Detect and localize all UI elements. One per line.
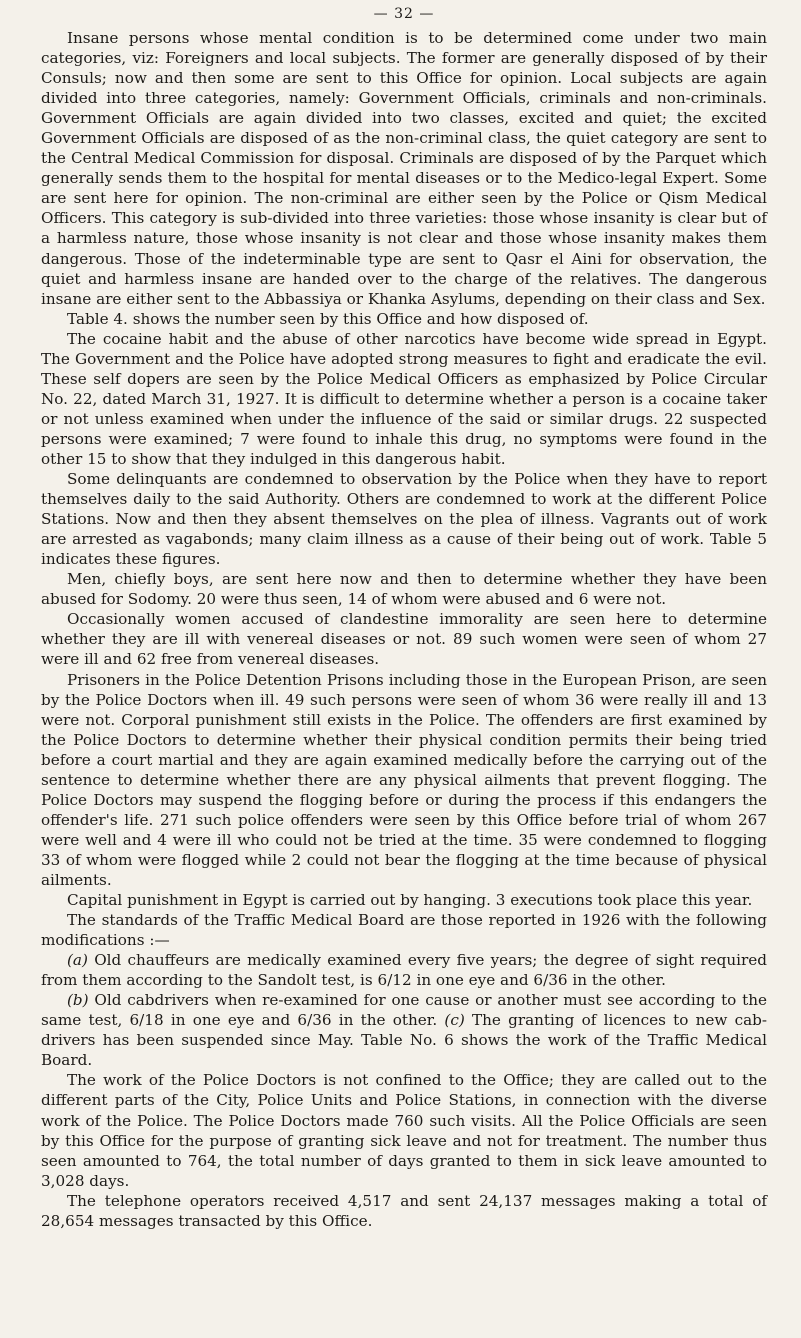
modification-a-label: (a) [67, 951, 88, 970]
paragraph-traffic-standards: The standards of the Traffic Medical Board are those reported in 1926 with the following modifications :— [41, 911, 767, 950]
modification-c-label: (c) [444, 1011, 465, 1030]
modification-b-text: Old cabdrivers when re-examined for one cause or another must see according to the same test, 6/18 in one eye and 6/36 in the other. [41, 991, 767, 1030]
paragraph-police-doctors-work: The work of the Police Doctors is not confined to the Office; they are called out to the different parts of the City, Police Units and Police Stations, in connection with the diverse work of the Police. The Police Doctors made 760 such visits. All the Police Officials are seen by this Office for the purpose of granting sick leave and not for treatment. The number thus seen amounted to 764, the total number of days granted to them in sick leave amounted to 3,028 days. [41, 1071, 767, 1190]
paragraph-cocaine-habit: The cocaine habit and the abuse of other narcotics have become wide spread in Egypt. The Government and the Police have adopted strong measures to fight and eradicate the evil. These self dopers are seen by the Police Medical Officers as emphasized by Police Circular No. 22, dated March 31, 1927. It is difficult to determine whether a person is a cocaine taker or not unless examined when under the influence of the said or similar drugs. 22 suspected persons were examined; 7 were found to inhale this drug, no symptoms were found in the other 15 to show that they indulged in this dangerous habit. [41, 329, 767, 468]
paragraph-sodomy: Men, chiefly boys, are sent here now and then to determine whether they have been abused for Sodomy. 20 were thus seen, 14 of whom were abused and 6 were not. [41, 570, 767, 609]
modification-b-c [41, 990, 767, 1070]
modification-c-text: The granting of licences to new cab-drivers has been suspended since May. Table No. 6 shows the work of the Traffic Medical Board. [41, 1011, 768, 1070]
paragraph-insane-persons: Insane persons whose mental condition is to be determined come under two main categories, viz: Foreigners and local subjects. The former are generally disposed of by their Consuls; now and then some are sent to this Office for opinion. Local subjects are again divided into three categories, namely: Government Officials, criminals and non-criminals. Government Officials are again divided into two classes, excited and quiet; the excited Government Officials are disposed of as the non-criminal class, the quiet category are sent to the Central Medical Commission for disposal. Criminals are disposed of by the Parquet which generally sends them to the hospital for mental diseases or to the Medico-legal Expert. Some are sent here for opinion. The non-criminal are either seen by the Police or Qism Medical Officers. This category is sub-divided into three varieties: those whose insanity is clear but of a harmless nature, those whose insanity is not clear and those whose insanity makes them dangerous. Those of the indeterminable type are sent to Qasr el Aini for observation, the quiet and harmless insane are handed over to the charge of the relatives. The dangerous insane are either sent to the Abbassiya or Khanka Asylums, depending on their class and Sex. [41, 29, 767, 308]
modification-a [41, 950, 767, 990]
page-number: — 32 — [373, 6, 435, 22]
paragraph-delinquants: Some delinquants are condemned to observation by the Police when they have to report themselves daily to the said Authority. Others are condemned to work at the different Police Stations. Now and then they absent themselves on the plea of illness. Vagrants out of work are arrested as vagabonds; many claim illness as a cause of their being out of work. Table 5 indicates these figures. [41, 470, 767, 569]
paragraph-table-4: Table 4. shows the number seen by this Office and how disposed of. [67, 309, 589, 328]
paragraph-venereal: Occasionally women accused of clandestine immorality are seen here to determine whether they are ill with venereal diseases or not. 89 such women were seen of whom 27 were ill and 62 free from venereal diseases. [41, 610, 767, 669]
modification-b-label: (b) [67, 991, 89, 1010]
paragraph-telephone-operators: The telephone operators received 4,517 and sent 24,137 messages making a total of 28,654 messages transacted by this Office. [41, 1191, 767, 1230]
paragraph-capital-punishment: Capital punishment in Egypt is carried out by hanging. 3 executions took place this year. [67, 891, 753, 910]
modification-a-text: Old chauffeurs are medically examined every five years; the degree of sight required from them according to the Sandolt test, is 6/12 in one eye and 6/36 in the other. [41, 951, 767, 990]
paragraph-prisoners: Prisoners in the Police Detention Prisons including those in the European Prison, are seen by the Police Doctors when ill. 49 such persons were seen of whom 36 were really ill and 13 were not. Corporal punishment still exists in the Police. The offenders are first examined by the Police Doctors to determine whether their physical condition permits their being tried before a court martial and they are again examined medically before the carrying out of the sentence to determine whether there are any physical ailments that prevent flogging. The Police Doctors may suspend the flogging before or during the process if this endangers the offender's life. 271 such police offenders were seen by this Office before trial of whom 267 were well and 4 were ill who could not be tried at the time. 35 were condemned to flogging 33 of whom were flogged while 2 could not bear the flogging at the time because of physical ailments. [41, 670, 767, 889]
